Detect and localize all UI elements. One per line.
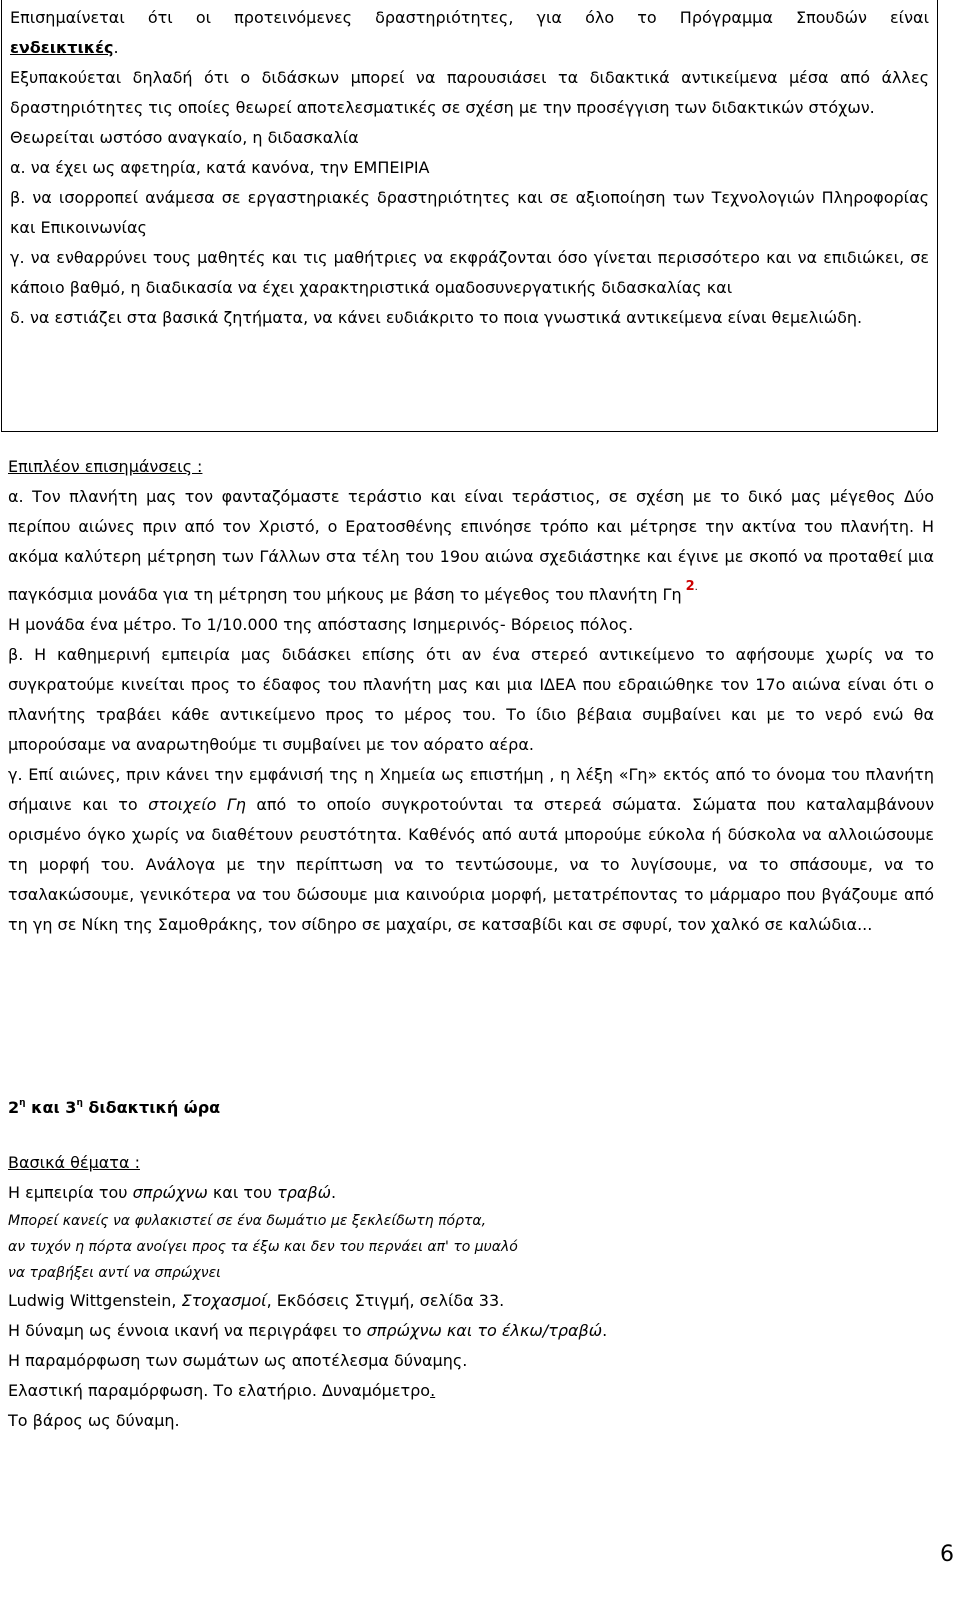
note-c: γ. Επί αιώνες, πριν κάνει την εμφάνισή της η Χημεία ως επιστήμη , η λέξη «Γη» εκτός από το όνομα του πλανήτη σήμαινε και το στοιχείο Γη από το οποίο συγκροτούνται τα στερεά σώματα. Σώματα που καταλαμβάνουν ορισμένο όγκο χωρίς να διαθέτουν ρευστότητα. Καθένός από αυτά μπορούμε εύκολα ή δύσκολα να αλλοιώσουμε τη μορφή του. Ανάλογα με την περίπτωση να το τεντώσουμε, να το λυγίσουμε, να το σπάσουμε, να το τσαλακώσουμε, γενικότερα να του δώσουμε μια καινούρια μορφή, μετατρέποντας το μάρμαρο που βγάζουμε από τη γη σε Νίκη της Σαμοθράκης, τον σίδηρο σε μαχαίρι, σε κατσαβίδι και σε σφυρί, τον χαλκό σε καλώδια... [8,765,935,934]
topic-elastic: Ελαστική παραμόρφωση. Το ελατήριο. Δυναμόμετρο. [8,1381,436,1400]
box-paragraph-2: Εξυπακούεται δηλαδή ότι ο διδάσκων μπορεί να παρουσιάσει τα διδακτικά αντικείμενα μέσα από άλλες δραστηριότητες τις οποίες θεωρεί αποτελεσματικές σε σχέση με την προσέγγιση των διδακτικών στόχων. [10,68,929,117]
box-intro-emphasis: ενδεικτικές. [10,38,119,57]
emphasis-word: ενδεικτικές [10,38,114,57]
note-b: β. Η καθημερινή εμπειρία μας διδάσκει επίσης ότι αν ένα στερεό αντικείμενο το αφήσουμε χωρίς να το συγκρατούμε κινείται προς το έδαφος του πλανήτη μας και μια ΙΔΕΑ που εδραιώθηκε τον 17ο αιώνα είναι ότι ο πλανήτης τραβάει κάθε αντικείμενο προς το μέρος του. Το ίδιο βέβαια συμβαίνει και με το νερό ενώ θα μπορούσαμε να αναρωτηθούμε τι συμβαίνει με τον αόρατο αέρα. [8,645,934,754]
quote-line-2: αν τυχόν η πόρτα ανοίγει προς τα έξω και δεν του περνάει απ' το μυαλό [8,1239,518,1255]
quote-line-3: να τραβήξει αντί να σπρώχνει [8,1265,221,1281]
box-item-c: γ. να ενθαρρύνει τους μαθητές και τις μαθήτριες να εκφράζονται όσο γίνεται περισσότερο και να επιδιώκει, σε κάποιο βαθμό, η διαδικασία να έχει χαρακτηριστικά ομαδοσυνεργατικής διδασκαλίας και [10,248,929,297]
box-paragraph-3: Θεωρείται ωστόσο αναγκαίο, η διδασκαλία [10,128,359,147]
box-item-b: β. να ισορροπεί ανάμεσα σε εργαστηριακές δραστηριότητες και σε αξιοποίηση των Τεχνολογιών Πληροφορίας και Επικοινωνίας [10,188,929,237]
topic-weight: Το βάρος ως δύναμη. [8,1411,180,1430]
page-number: 6 [940,1542,954,1567]
topic-push-pull: Η εμπειρία του σπρώχνω και του τραβώ. [8,1183,337,1202]
box-item-a: α. να έχει ως αφετηρία, κατά κανόνα, την ΕΜΠΕΙΡΙΑ [10,158,430,177]
quote-citation: Ludwig Wittgenstein, Στοχασμοί, Εκδόσεις Στιγμή, σελίδα 33. [8,1291,505,1310]
additional-notes [8,452,934,940]
topic-force-concept: Η δύναμη ως έννοια ικανή να περιγράφει το σπρώχνω και το έλκω/τραβώ. [8,1321,608,1340]
note-a: α. Τον πλανήτη μας τον φανταζόμαστε τεράστιο και είναι τεράστιος, σε σχέση με το δικό μας μέγεθος Δύο περίπου αιώνες πριν από τον Χριστό, ο Ερατοσθένης επινόησε τρόπο και μέτρησε την ακτίνα του πλανήτη. Η ακόμα καλύτερη μέτρηση των Γάλλων στα τέλη του 19ου αιώνα σχεδιάστηκε και έγινε με σκοπό να προταθεί μια παγκόσμια μονάδα για τη μέτρηση του μήκους με βάση το μέγεθος του πλανήτη Γη $^{2.}$ [8,487,934,604]
quote-line-1: Μπορεί κανείς να φυλακιστεί σε ένα δωμάτιο με ξεκλείδωτη πόρτα, [8,1213,487,1229]
lesson-heading: $2^\eta$ και $3^\eta$ διδακτική ώρα [8,1098,221,1117]
footnote-ref: 2 [685,579,695,594]
note-a-line2: Η μονάδα ένα μέτρο. Το 1/10.000 της απόστασης Ισημερινός- Βόρειος πόλος. [8,615,634,634]
notes-heading: Επιπλέον επισημάνσεις : [8,457,203,476]
topics-label: Βασικά θέματα : [8,1153,140,1172]
lesson-section [8,1088,934,1123]
recommendations-box [1,0,938,432]
box-intro-line: Επισημαίνεται ότι οι προτεινόμενες δραστηριότητες, για όλο το Πρόγραμμα Σπουδών είναι [10,8,929,27]
topic-deformation: Η παραμόρφωση των σωμάτων ως αποτέλεσμα δύναμης. [8,1351,468,1370]
basic-topics [8,1148,934,1436]
box-item-d: δ. να εστιάζει στα βασικά ζητήματα, να κάνει ευδιάκριτο το ποια γνωστικά αντικείμενα είναι θεμελιώδη. [10,308,863,327]
